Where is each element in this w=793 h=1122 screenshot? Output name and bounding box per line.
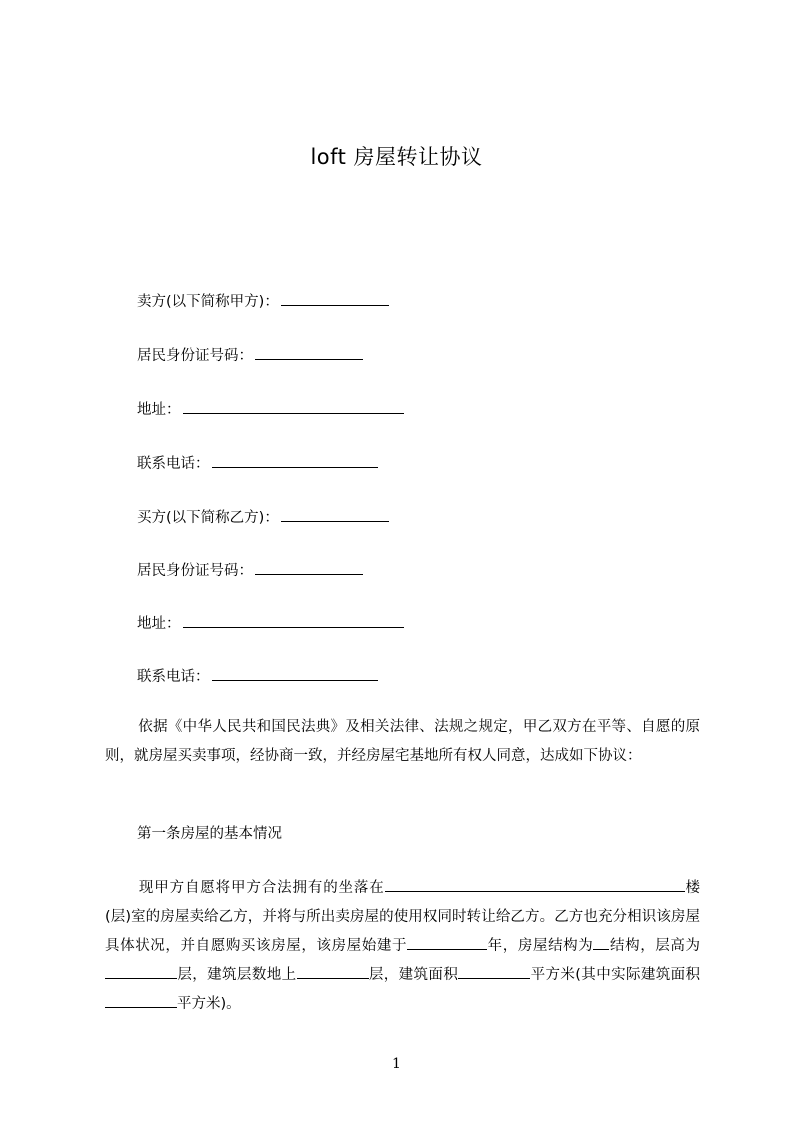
- buyer-phone-blank: [212, 666, 378, 681]
- floor-height-blank: [105, 964, 177, 979]
- seller-phone-blank: [212, 453, 378, 468]
- article1-text-8: 平方米)。: [177, 996, 241, 1012]
- buyer-address-field: [137, 613, 404, 634]
- article1-text-1: 现甲方自愿将甲方合法拥有的坐落在: [138, 880, 385, 896]
- preamble-paragraph: [105, 713, 700, 771]
- article1-paragraph: [105, 874, 700, 1019]
- actual-area-blank: [105, 993, 177, 1008]
- seller-id-field: [137, 345, 363, 366]
- seller-address-label: 地址：: [137, 402, 181, 418]
- seller-name-blank: [281, 291, 389, 306]
- article1-text-3: 年，房屋结构为: [487, 938, 594, 954]
- article1-text-4: 结构，层高为: [609, 938, 701, 954]
- seller-address-blank: [183, 399, 404, 414]
- article1-text-5: 层，建筑层数地上: [177, 967, 297, 983]
- buyer-id-label: 居民身份证号码：: [137, 563, 253, 579]
- seller-name-field: [137, 291, 389, 312]
- seller-phone-label: 联系电话：: [137, 456, 210, 472]
- buyer-address-label: 地址：: [137, 616, 181, 632]
- document-title: loft 房屋转让协议: [310, 145, 483, 169]
- buyer-name-blank: [281, 507, 389, 522]
- seller-label: 卖方(以下简称甲方)：: [137, 294, 279, 310]
- buyer-address-blank: [183, 613, 404, 628]
- buyer-phone-field: [137, 666, 378, 687]
- buyer-label: 买方(以下简称乙方)：: [137, 510, 279, 526]
- article1-text-2: 楼(层)室的房屋卖给乙方，并将与所出卖房屋的使用权同时转让给乙方。乙方也充分相识该房屋具体状况，并自愿购买该房屋，该房屋始建于: [105, 880, 701, 954]
- structure-blank: [593, 935, 609, 950]
- location-blank: [385, 877, 685, 892]
- floors-above-ground-blank: [297, 964, 369, 979]
- page-number: 1: [392, 1056, 401, 1072]
- article1-text-6: 层，建筑面积: [368, 967, 459, 983]
- buyer-name-field: [137, 507, 389, 528]
- article1-heading: 第一条房屋的基本情况: [137, 826, 282, 842]
- seller-id-label: 居民身份证号码：: [137, 348, 253, 364]
- build-year-blank: [407, 935, 487, 950]
- preamble-text: 依据《中华人民共和国民法典》及相关法律、法规之规定，甲乙双方在平等、自愿的原则，就房屋买卖事项，经协商一致，并经房屋宅基地所有权人同意，达成如下协议：: [105, 719, 700, 764]
- seller-phone-field: [137, 453, 378, 474]
- buyer-id-field: [137, 560, 363, 581]
- seller-address-field: [137, 399, 404, 420]
- buyer-phone-label: 联系电话：: [137, 669, 210, 685]
- seller-id-blank: [255, 345, 363, 360]
- building-area-blank: [458, 964, 530, 979]
- buyer-id-blank: [255, 560, 363, 575]
- article1-text-7: 平方米(其中实际建筑面积: [530, 967, 701, 983]
